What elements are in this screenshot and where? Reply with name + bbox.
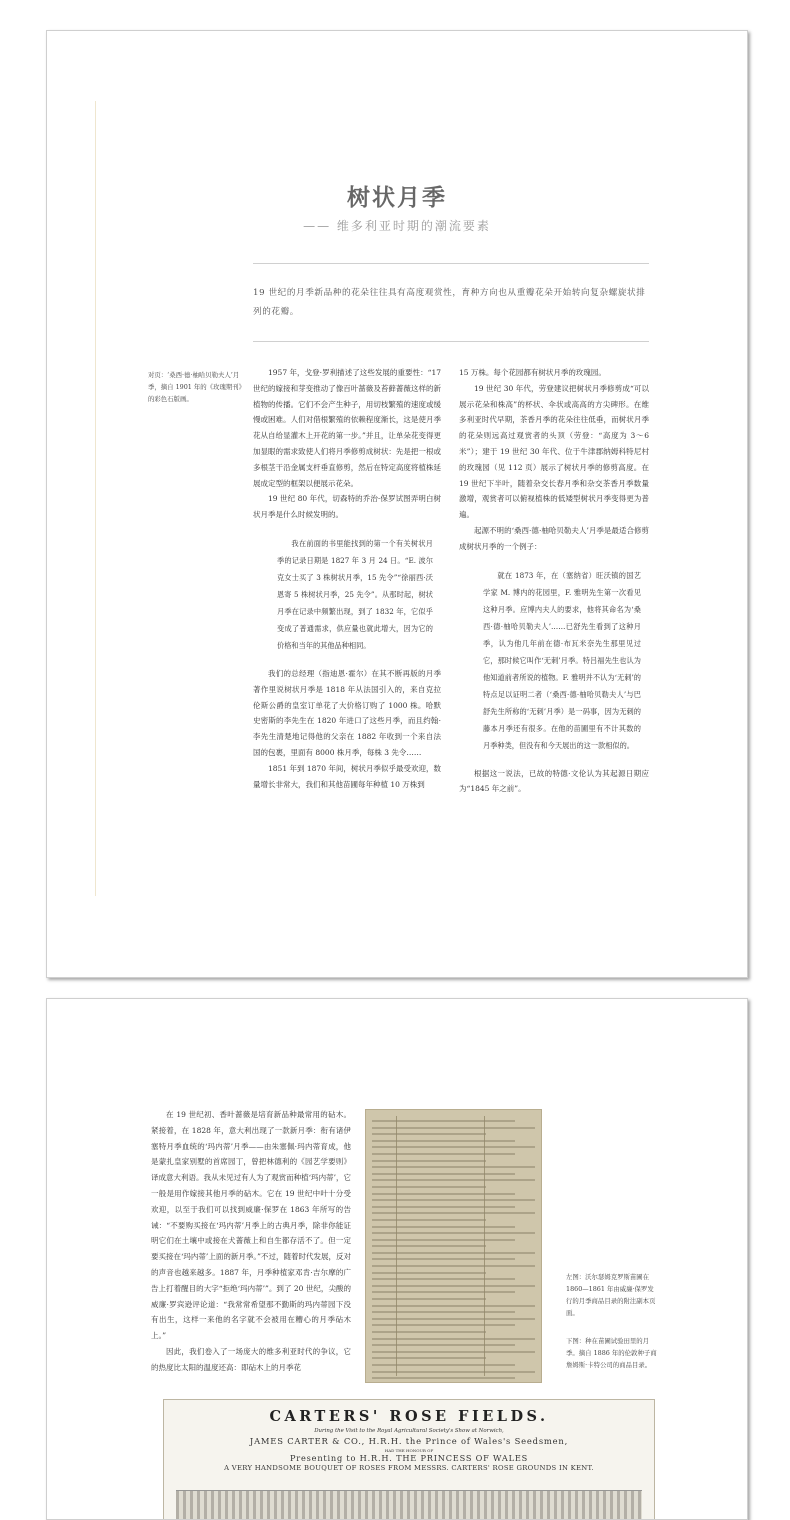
book-page-top [46,30,748,978]
poster-line: A VERY HANDSOME BOUQUET OF ROSES FROM MESSRS. CARTERS' ROSE GROUNDS IN KENT. [224,1464,594,1472]
text-column [151,1107,351,1376]
poster-line: Presenting to H.R.H. THE PRINCESS OF WALES [290,1453,528,1463]
paragraph: 1851 年到 1870 年间，树状月季似乎最受欢迎，数量增长非常大，我们和其他苗圃每年种植 10 万株到 [253,763,441,789]
caption-left-image: 左图：沃尔瑟姆克罗斯苗圃在 1860—1861 年由威廉·保罗发行的月季商品目录的附注副本页面。 [566,1273,656,1317]
paragraph: 因此，我们卷入了一场庞大的维多利亚时代的争议，它的热度比太阳的温度还高：即砧木上的月季花 [151,1346,351,1372]
rose-fields-engraving [163,1399,655,1520]
book-page-bottom [46,998,748,1520]
paragraph: 根据这一说法，已故的特德·文伦认为其起源日期应为“1845 年之前”。 [459,768,649,794]
paragraph: 19 世纪 30 年代，劳登建议把树状月季修剪成“可以展示花朵和株高”的杯状、伞状或高高的方尖碑形。在维多利亚时代早期，茶香月季的花朵往往低垂，而树状月季的花朵则远高过观赏者的头顶（劳登：“高度为 3～6 米”）；建于 19 世纪 30 年代、位于牛津郡纳姆科特尼村的玫瑰园（见 112 页）展示了树状月季的修剪高度。在 19 世纪下半叶，随着杂交长春月季和杂交茶香月季数量激增，观赏者可以俯视植株的低矮型树状月季变得更为普遍。 [459,383,649,520]
chapter-title: 树状月季 [347,184,447,211]
block-quote: 我在前面的书里能找到的第一个有关树状月季的记录日期是 1827 年 3 月 24 日。“E. 波尔克女士买了 3 株树状月季，15 先令”“徐丽西·沃恩寄 5 株树状月季，25 先令”。从那时起，树状月季在记录中频繁出现，到了 1832 年，它似乎变成了普通需求，供应量也就此增大，因为它的价格和当年的其他品种相同。 [277,538,433,650]
caption-opposite-page: 对页：‘桑西·德·柚哈贝勒夫人’月季，摘自 1901 年的《玫瑰期刊》的彩色石版画。 [148,371,242,403]
paragraph: 19 世纪 80 年代，切森特的乔治·保罗试图弄明白树状月季是什么时候发明的。 [253,494,441,520]
block-quote: 就在 1873 年，在（塞纳省）旺沃镇的国艺学家 M. 博内的花园里，F. 雅明先生第一次看见这种月季。应博内夫人的要求，他将其命名为‘桑西·德·柚哈贝勒夫人’……已舒先生看到了这种月季，认为他几年前在德·布瓦米奈先生那里见过它，那时候它叫作‘无刺’月季。特吕福先生也认为他知道前者所说的植物。F. 雅明并不认为‘无刺’的特点足以证明二者（‘桑西·德·柚哈贝勒夫人’与巴舒先生所称的‘无刺’月季）是一码事，因为无刺的藤本月季还有很多。在他的苗圃里有不计其数的月季种类，但没有和今天展出的这一款相似的。 [483,570,641,750]
paragraph: 起源不明的‘桑西·德·柚哈贝勒夫人’月季是最适合修剪成树状月季的一个例子： [459,525,649,551]
left-text-column [253,365,441,792]
top-rule [253,263,649,264]
bottom-rule [253,341,649,342]
chapter-subtitle: —— 维多利亚时期的潮流要素 [303,219,491,233]
right-text-column [459,365,649,797]
intro-paragraph: 19 世纪的月季新品种的花朵往往具有高度观赏性，育种方向也从重瓣花朵开始转向复杂螺旋状排列的花瓣。 [253,288,646,317]
poster-line: HAD THE HONOUR OF [384,1448,434,1453]
paragraph: 15 万株。每个花园都有树状月季的玫瑰园。 [459,368,606,377]
paragraph: 我们的总经理（指迪恩·霍尔）在其不断再版的月季著作里说树状月季是 1818 年从法国引入的，来自克拉伦斯公爵的皇室订单花了大价格订购了 1000 株。哈默史密斯的李先生在 1820 年进口了这些月季，而且约翰·李先生清楚地记得他的父亲在 1882 年收到一个来自法国的包裹，里面有 8000 株月季，每株 3 先令…… [253,668,441,757]
caption-bottom-image: 下图：种在苗圃试验田里的月季。摘自 1886 年的伦敦种子商詹姆斯·卡特公司的商品目录。 [566,1337,657,1369]
rose-field-illustration [176,1490,642,1520]
poster-line: JAMES CARTER & CO., H.R.H. the Prince of Wales's Seedsmen, [249,1436,569,1446]
paragraph: 在 19 世纪初、香叶蔷薇是培育新品种最常用的砧木。紧接着，在 1828 年，意大利出现了一款新月季：衔有诸伊塞特月季血统的‘玛内蒂’月季——由朱塞佩·玛内蒂育成，他是蒙扎皇家别墅的首席园丁，曾把林德利的《园艺学要则》译成意大利语。我从未见过有人为了观赏而种植‘玛内蒂’，它一般是用作嫁接其他月季的砧木。它在 19 世纪中叶十分受欢迎，以至于我们可以找到威廉·保罗在 1863 年所写的告诫：“不要购买接在‘玛内蒂’月季上的古典月季，除非你能证明它们在土壤中或接在犬蔷薇上和自生都存活不了。但一定要买接在‘玛内蒂’上面的新月季。”不过，随着时代发展，反对的声音也越来越多。1887 年，月季种植家邓肯·吉尔摩的广告上打着醒目的大字“拒绝‘玛内蒂’”。到了 20 世纪，尖酸的威廉·罗宾逊评论道：“我常常希望那不勤斯的玛内蒂园下没有出生，这样一来他的名字就不会被用在糟心的月季砧木上。” [151,1110,351,1341]
catalogue-page-image [365,1109,542,1383]
poster-title: CARTERS' ROSE FIELDS. [269,1408,549,1425]
poster-line: During the Visit to the Royal Agricultural Society's Show at Norwich, [314,1428,504,1434]
paragraph: 1957 年，戈登·罗利描述了这些发展的重要性：“17 世纪的嫁接和芽变推动了像百叶蔷薇及苔藓蔷薇这样的新植物的传播。它们不会产生种子，用切枝繁殖的速度或缓慢或困难。人们对借根繁殖的依赖程度渐长，这是使月季花从自给显灌木上开花的第一步。”并且，让单朵花变得更加显眼的需求致使人们将月季修剪成树状：先是把一根或多根茎干沿金属支杆垂直修剪，然后在特定高度将植株延展成定型的框架以便展示花朵。 [253,368,441,488]
